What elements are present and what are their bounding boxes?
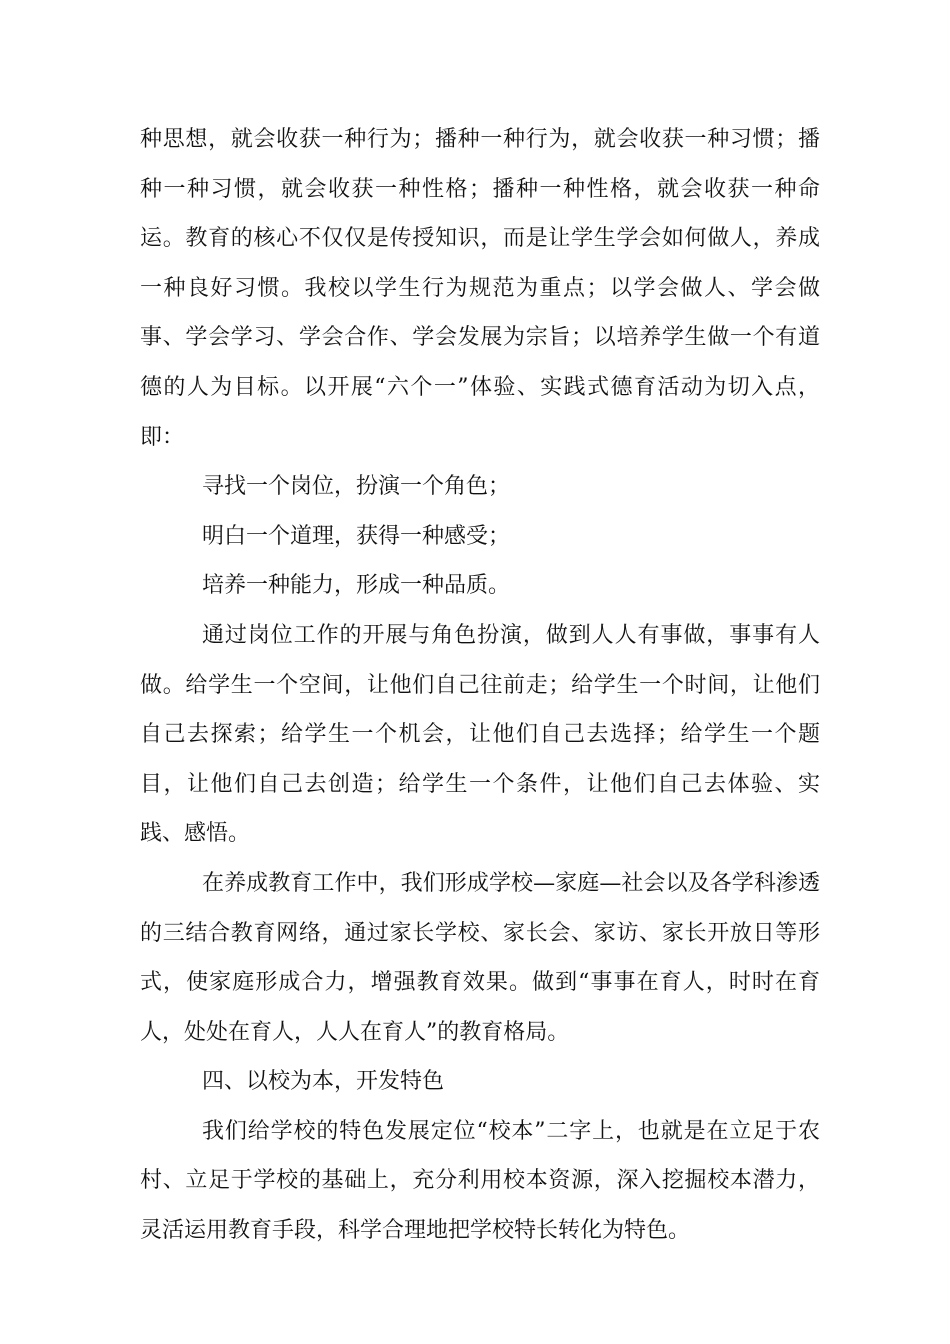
document-body [140, 115, 820, 1256]
paragraph-education-network: 在养成教育工作中，我们形成学校—家庭—社会以及各学科渗透的三结合教育网络，通过家长学校、家长会、家访、家长开放日等形式，使家庭形成合力，增强教育效果。做到“事事在育人，时时在育人，处处在育人，人人在育人”的教育格局。 [140, 870, 820, 1045]
list-line-3: 培养一种能力，形成一种品质。 [202, 573, 511, 599]
list-line-2: 明白一个道理，获得一种感受； [202, 523, 511, 549]
paragraph-continuation: 种思想，就会收获一种行为；播种一种行为，就会收获一种习惯；播种一种习惯，就会收获一种性格；播种一种性格，就会收获一种命运。教育的核心不仅仅是传授知识，而是让学生学会如何做人，养成一种良好习惯。我校以学生行为规范为重点；以学会做人、学会做事、学会学习、学会合作、学会发展为宗旨；以培养学生做一个有道德的人为目标。以开展“六个一”体验、实践式德育活动为切入点，即： [140, 127, 820, 450]
section-heading: 四、以校为本，开发特色 [202, 1069, 445, 1095]
paragraph-role-play: 通过岗位工作的开展与角色扮演，做到人人有事做，事事有人做。给学生一个空间，让他们自己往前走；给学生一个时间，让他们自己去探索；给学生一个机会，让他们自己去选择；给学生一个题目，让他们自己去创造；给学生一个条件，让他们自己去体验、实践、感悟。 [140, 622, 820, 847]
list-line-1: 寻找一个岗位，扮演一个角色； [202, 474, 511, 500]
paragraph-school-based: 我们给学校的特色发展定位“校本”二字上，也就是在立足于农村、立足于学校的基础上，充分利用校本资源，深入挖掘校本潜力，灵活运用教育手段，科学合理地把学校特长转化为特色。 [140, 1118, 820, 1244]
